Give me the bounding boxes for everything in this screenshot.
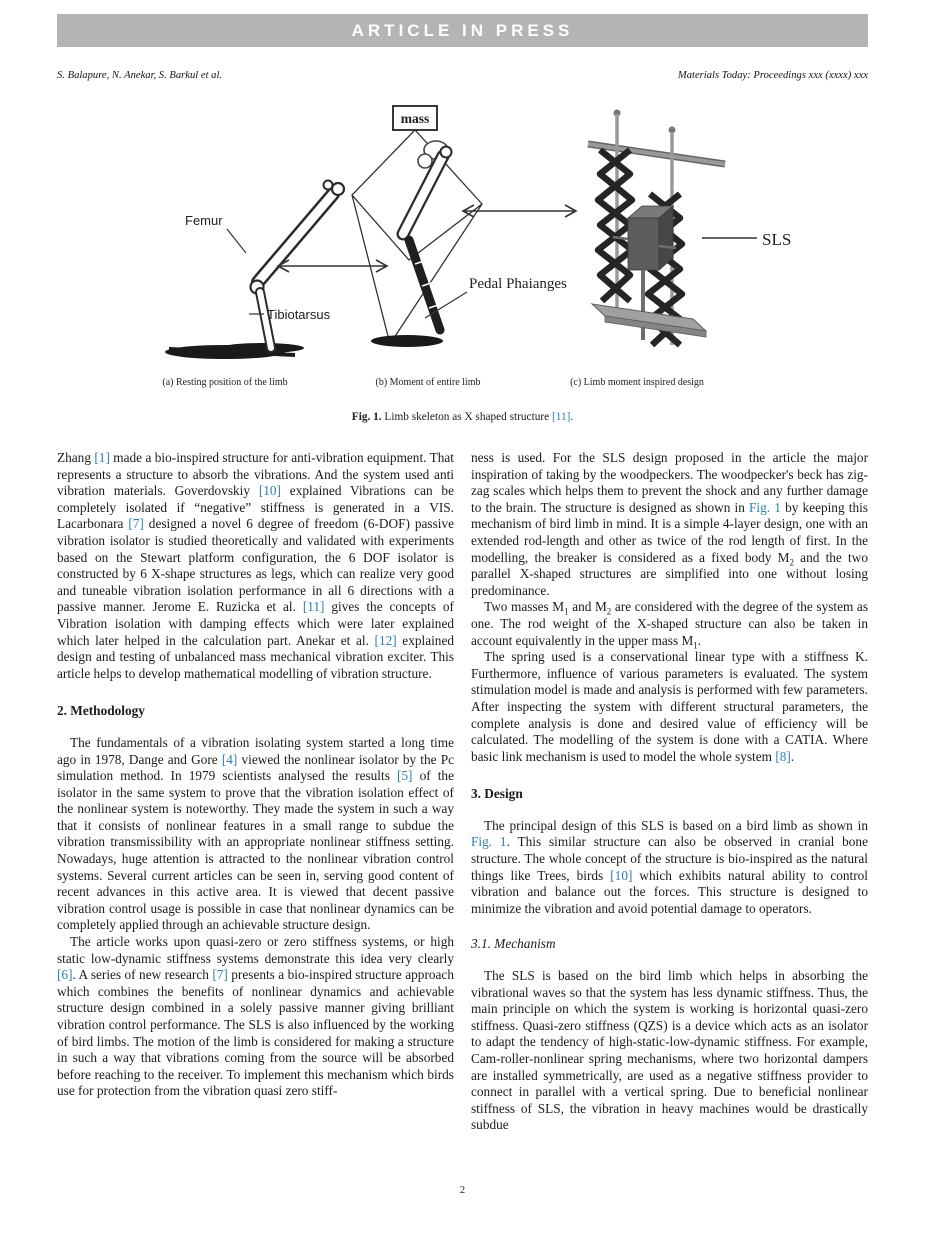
figure-caption-citation[interactable]: [11] xyxy=(551,411,571,423)
figure-caption-text: Limb skeleton as X shaped structure xyxy=(381,411,552,423)
subscript: 2 xyxy=(789,557,794,568)
body-paragraph xyxy=(471,968,868,1134)
text-run: explained Vibrations can be completely isolated if “negative” stiffness is generated in a VIS. Lacarbonara xyxy=(57,483,454,532)
citation-link[interactable]: [6] xyxy=(57,967,73,983)
left-column xyxy=(57,450,454,1134)
text-run: . A series of new research xyxy=(72,967,213,983)
body-paragraph xyxy=(57,735,454,934)
body-paragraph xyxy=(471,818,868,918)
text-run: Zhang xyxy=(57,450,95,465)
text-run: and M xyxy=(568,599,607,615)
page-number: 2 xyxy=(459,1185,466,1196)
text-run: explained design and testing of unbalanced mass mechanical vibration exciter. This article helps to develop mathematical modelling of vibration structure. xyxy=(57,632,454,681)
tibiotarsus-label: Tibiotarsus xyxy=(267,307,331,322)
figure-caption-period: . xyxy=(570,411,574,423)
citation-link[interactable]: [4] xyxy=(221,751,238,767)
subfigure-b-limb-moment xyxy=(352,106,567,347)
text-run: which exhibits natural ability to control vibration and balance out the forces. This structure is designed to minimize the vibration and avoid potential damage to operators. xyxy=(471,867,868,916)
section-heading: 3. Design xyxy=(471,786,523,802)
citation-link[interactable]: [10] xyxy=(258,483,281,499)
right-column xyxy=(471,450,868,1134)
figure-caption xyxy=(57,411,868,423)
text-run: The principal design of this SLS is based on a bird limb as shown in xyxy=(484,817,868,833)
figure-1-artwork xyxy=(57,98,868,398)
text-run: . xyxy=(790,748,795,764)
subsection-heading: 3.1. Mechanism xyxy=(471,936,556,952)
running-header xyxy=(57,70,868,81)
figure-caption-label: Fig. 1. xyxy=(351,411,382,423)
mass-label: mass xyxy=(400,111,430,126)
body-paragraph xyxy=(57,934,454,1100)
article-in-press-banner xyxy=(57,14,868,47)
citation-link[interactable]: [10] xyxy=(610,867,633,883)
citation-link[interactable]: [12] xyxy=(374,632,397,648)
body-paragraph xyxy=(471,649,868,765)
femur-label: Femur xyxy=(185,213,223,228)
text-run: . xyxy=(697,632,702,648)
text-run: The article works upon quasi-zero or zero stiffness systems, or high static low-dynamic stiffness systems demonstrate this idea very clearly xyxy=(57,934,454,966)
subfigure-a-resting-limb xyxy=(165,181,344,360)
banner-text: ARTICLE IN PRESS xyxy=(351,20,574,40)
citation-link[interactable]: [7] xyxy=(212,967,228,983)
text-run: The SLS is based on the bird limb which helps in absorbing the vibrational waves so that the system has less dynamic stiffness. Thus, the main principle on which the system is working is horizontal quasi-zero stiffness. Quasi-zero stiffness (QZS) is a device which acts as an isolator to adapt the tendency of high-static-low-dynamic stiffness. For example, Cam-roller-nonlinear spring mechanisms, where two horizontal dampers are installed symmetrically, are used as a negative stiffness provider to connect in parallel with a vertical spring. Due to beneficial nonlinear stiffness of SLS, the vibration in heavy machines would be drastically subdue xyxy=(471,968,868,1133)
figure-1 xyxy=(57,98,868,423)
text-run: and the two parallel X-shaped structures are simplified into one without losing predominance. xyxy=(471,549,868,598)
text-run: are considered with the degree of the system as one. The rod weight of the X-shaped structure can also be taken in account equivalently in the upper mass M xyxy=(471,599,868,648)
text-run: of the isolator in the same system to prove that the vibration isolation effect of the nonlinear system is noteworthy. They made the system in such a way that it consists of nonlinear features in a small range to subdue the vibration transmissibility with an appropriate nonlinear stiffness setting. Nowadays, huge attention is attracted to the nonlinear vibration control systems. Several current articles can be seen in, serving good content of recent advances in this active area. It is viewed that decent passive vibration control usage is possible in case that nonlinear dynamics can be completely applied through an achievable structure design. xyxy=(57,768,454,933)
text-run: presents a bio-inspired structure approach which combines the benefits of nonlinear dynamics and achievable structure design combined in a solely passive manner giving brilliant vibration control performance. The SLS is also influenced by the working of bird limbs. The motion of the limb is considered for making a structure in such a way that vibrations coming from the source will be absorbed before reaching to the receiver. To implement this mechanism which birds use for protection from the vibration quasi zero stiff- xyxy=(57,967,454,1099)
pedal-phalanges-label: Pedal Phaianges xyxy=(469,276,567,292)
journal-line: Materials Today: Proceedings xxx (xxxx) xxx xyxy=(677,70,868,81)
subfigure-c-sls-design xyxy=(588,110,791,346)
citation-link[interactable]: [11] xyxy=(302,599,325,615)
scissor-column-left xyxy=(598,150,632,301)
citation-link[interactable]: Fig. 1 xyxy=(471,834,507,850)
text-run: by keeping this mechanism of bird limb in mind. It is a simple 4-layer design, one with an extended rod-length and other as twice of the rod length of first. In the modelling, the breaker is considered as a fixed body M xyxy=(471,499,868,565)
citation-link[interactable]: [7] xyxy=(128,516,144,532)
body-paragraph xyxy=(57,450,454,682)
text-run: designed a novel 6 degree of freedom (6-DOF) passive vibration isolator is studied theoretically and validated with experiments based on the Stewart platform configuration, the 6 DOF isolator is constructed by 6 X-shape structures as legs, which can realize very good and tuneable vibration isolation performance in all 6 directions with a passive manner. Jerome E. Ruzicka et al. xyxy=(57,516,454,615)
citation-link[interactable]: [5] xyxy=(396,768,413,784)
text-run: ness is used. For the SLS design proposed in the article the major inspiration of taking by the woodpeckers. The woodpecker's beck has zig-zag scales which helps them to prevent the shock and any further damage to the brain. The structure is designed as shown in xyxy=(471,450,868,515)
citation-link[interactable]: [8] xyxy=(775,748,791,764)
authors-line: S. Balapure, N. Anekar, S. Barkul et al. xyxy=(57,70,223,81)
text-run: made a bio-inspired structure for anti-vibration equipment. That represents a structure to absorb the vibrations. And the system used anti vibration materials. Goverdovskiy xyxy=(57,450,454,499)
subscript: 1 xyxy=(693,640,698,651)
text-run: The fundamentals of a vibration isolating system started a long time ago in 1978, Dange and Gore xyxy=(57,734,454,767)
text-run: Two masses M xyxy=(484,599,565,615)
body-paragraph xyxy=(471,450,868,599)
text-run: gives the concepts of Vibration isolation with damping effects which were later explained which later helped in the calculation part. Anekar et al. xyxy=(57,599,454,648)
subscript: 1 xyxy=(564,607,569,617)
subcaption-a: (a) Resting position of the limb xyxy=(162,377,288,388)
text-run: viewed the nonlinear isolator by the Pc simulation method. In 1979 scientists analysed the results xyxy=(57,751,454,784)
section-heading: 2. Methodology xyxy=(57,703,145,719)
text-run: The spring used is a conservational linear type with a stiffness K. Furthermore, influence of various parameters is evaluated. The system stimulation model is made and analysis is performed with few parameters. After inspecting the system with different structural parameters, the complete analysis is done and desired value of efficiency will be calculated. The modelling of the system is done with a CATIA. Where basic link mechanism is used to model the whole system xyxy=(471,649,868,764)
text-run: . This similar structure can also be observed in cranial bone structure. The whole concept of the structure is bio-inspired as the natural things like Trees, birds xyxy=(471,834,868,883)
sls-label: SLS xyxy=(762,230,792,249)
citation-link[interactable]: [1] xyxy=(94,450,110,465)
subscript: 2 xyxy=(606,607,612,617)
citation-link[interactable]: Fig. 1 xyxy=(749,499,781,515)
body-paragraph xyxy=(471,599,868,649)
subcaption-b: (b) Moment of entire limb xyxy=(375,377,481,388)
body-text xyxy=(57,450,868,1134)
subcaption-c: (c) Limb moment inspired design xyxy=(570,377,704,388)
